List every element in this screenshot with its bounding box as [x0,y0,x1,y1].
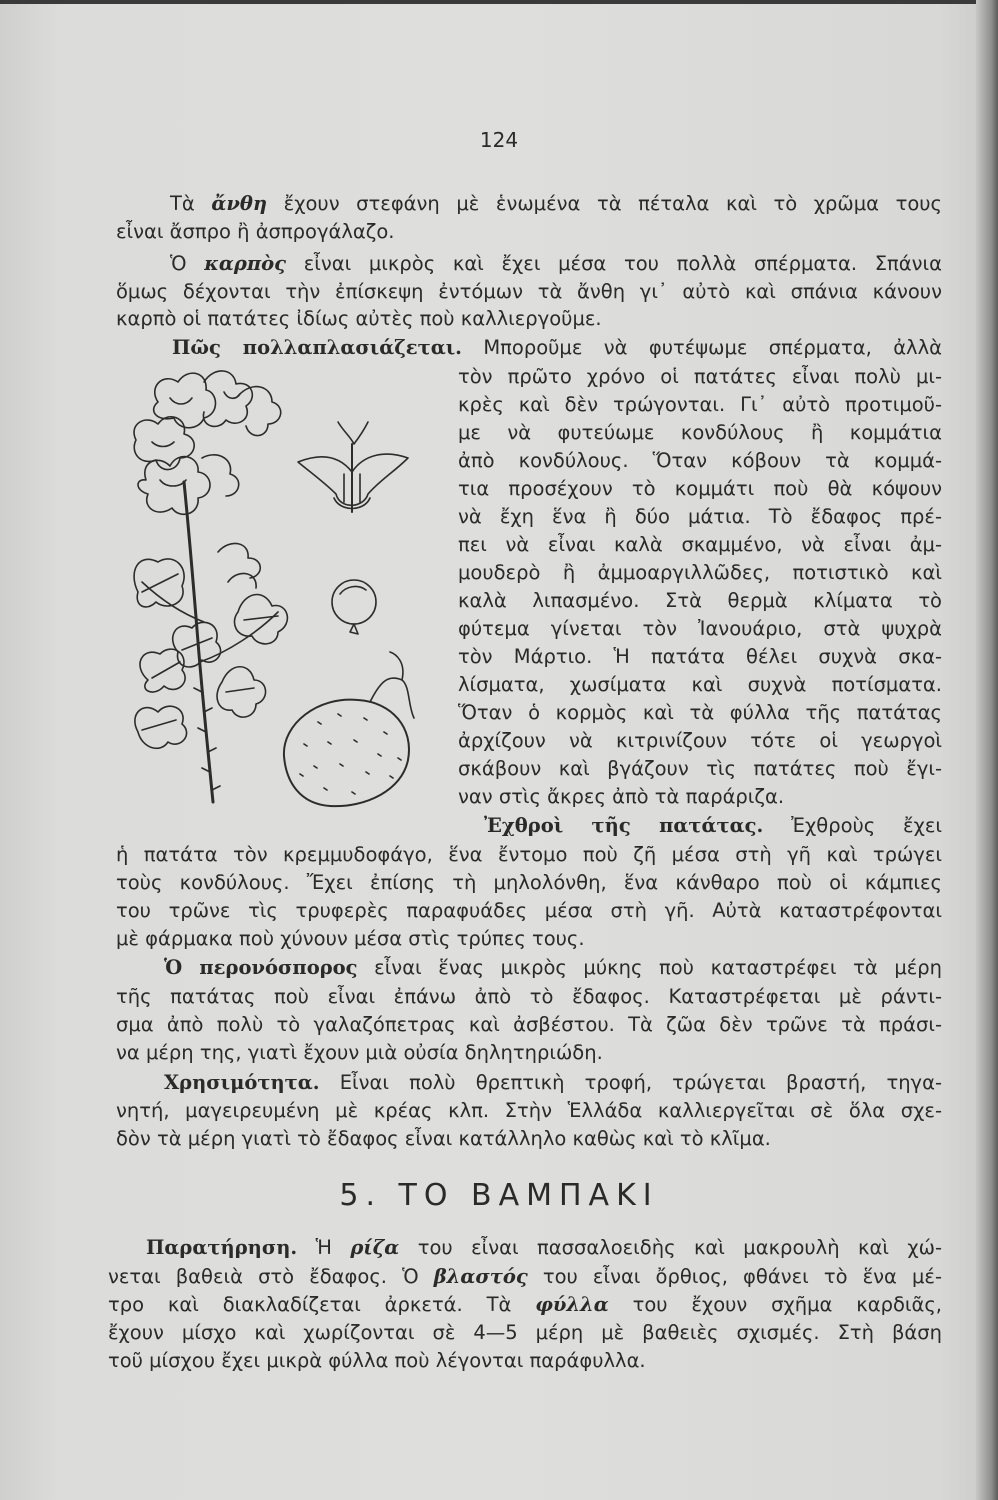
paragraph-line: ἡ πατάτα τὸν κρεμμυδοφάγο, ἕνα ἔντομο ποὺ ζῆ μέσα στὴ γῆ καὶ τρώγει [116,843,942,866]
paragraph-line: λίσματα, χωσίματα καὶ συχνὰ ποτίσματα. [458,673,942,696]
paragraph-line: σμα ἀπὸ πολὺ τὸ γαλαζόπετρας καὶ ἀσβέστου. Τὰ ζῶα δὲν τρῶνε τὰ πράσι- [116,1013,942,1036]
paragraph-line: Ὁ καρπὸς εἶναι μικρὸς καὶ ἔχει μέσα του πολλὰ σπέρματα. Σπάνια [170,252,942,275]
paragraph-line: τια προσέχουν τὸ κομμάτι ποὺ θὰ κόψουν [458,477,942,500]
top-edge [0,0,998,4]
paragraph-line: Πῶς πολλαπλασιάζεται. Μποροῦμε νὰ φυτέψωμε σπέρματα, ἀλλὰ [172,336,942,359]
paragraph-line: ναν στὶς ἄκρες ἀπὸ τὰ παράριζα. [458,785,785,808]
paragraph-line: εἶναι ἄσπρο ἢ ἀσπρογάλαζο. [116,220,395,243]
paragraph-line: δὸν τὰ μέρη γιατὶ τὸ ἔδαφος εἶναι κατάλληλο καθὼς καὶ τὸ κλῖμα. [116,1127,771,1150]
section-heading: Πῶς πολλαπλασιάζεται. [172,336,462,359]
section-heading: Ὁ περονόσπορος [164,956,358,979]
paragraph-line: Χρησιμότητα. Εἶναι πολὺ θρεπτικὴ τροφή, τρώγεται βραστή, τηγα- [164,1071,942,1094]
paragraph-line: τοὺς κονδύλους. Ἔχει ἐπίσης τὴ μηλολόνθη, ἕνα κάνθαρο ποὺ οἱ κάμπιες [116,871,942,894]
paragraph-line: μουδερὸ ἢ ἀμμοαργιλλῶδες, ποτιστικὸ καὶ [458,561,942,584]
paragraph-line: του τρῶνε τὶς τρυφερὲς παραφυάδες μέσα στὴ γῆ. Αὐτὰ καταστρέφονται [116,899,942,922]
page-number: 124 [479,128,519,152]
section-heading: Ἐχθροὶ τῆς πατάτας. [484,814,764,837]
paragraph-line: να μέρη της, γιατὶ ἔχουν μιὰ οὐσία δηλητηριώδη. [116,1041,603,1064]
paragraph-line: ἔχουν μίσχο καὶ χωρίζονται σὲ 4—5 μέρη μὲ βαθειὲς σχισμές. Στὴ βάση [108,1321,942,1344]
paragraph-line: Ὁ περονόσπορος εἶναι ἕνας μικρὸς μύκης ποὺ καταστρέφει τὰ μέρη [164,956,943,979]
paragraph-line: ἀρχίζουν νὰ κιτρινίζουν τότε οἱ γεωργοὶ [458,729,942,752]
paragraph-line: Ἐχθροὶ τῆς πατάτας. Ἐχθροὺς ἔχει [484,814,943,837]
paragraph-line: τρο καὶ διακλαδίζεται ἀρκετά. Τὰ φύλλα του ἔχουν σχῆμα καρδιᾶς, [108,1293,942,1316]
paragraph-line: ὅμως δέχονται τὴν ἐπίσκεψη ἐντόμων τὰ ἄνθη γι᾽ αὐτὸ καὶ σπάνια κάνουν [116,280,942,303]
paragraph-line: Ὅταν ὁ κορμὸς καὶ τὰ φύλλα τῆς πατάτας [458,701,942,724]
paragraph-line: καλὰ λιπασμένο. Στὰ θερμὰ κλίματα τὸ [458,589,942,612]
paragraph-line: νητή, μαγειρευμένη μὲ κρέας κλπ. Στὴν Ἑλλάδα καλλιεργεῖται σὲ ὅλα σχε- [116,1099,942,1122]
paragraph-line: τοῦ μίσχου ἔχει μικρὰ φύλλα ποὺ λέγονται παράφυλλα. [108,1349,646,1372]
paragraph-line: Παρατήρηση. Ἡ ρίζα του εἶναι πασσαλοειδὴς καὶ μακρουλὴ καὶ χώ- [146,1236,942,1259]
paragraph-line: ἀπὸ κονδύλους. Ὅταν κόβουν τὰ κομμά- [458,449,942,472]
section-heading: Χρησιμότητα. [164,1071,320,1094]
potato-plant-illustration [118,362,440,814]
paragraph-line: τῆς πατάτας ποὺ εἶναι ἐπάνω ἀπὸ τὸ ἔδαφος. Καταστρέφεται μὲ ράντι- [116,985,942,1008]
paragraph-line: μὲ φάρμακα ποὺ χύνουν μέσα στὶς τρύπες τους. [116,927,585,950]
paragraph-line: κρὲς καὶ δὲν τρώγονται. Γι᾽ αὐτὸ προτιμοῦ- [458,393,942,416]
paragraph-line: νεται βαθειὰ στὸ ἔδαφος. Ὁ βλαστός του εἶναι ὄρθιος, φθάνει τὸ ἕνα μέ- [108,1265,942,1288]
paragraph-line: νὰ ἔχη ἕνα ἢ δύο μάτια. Τὸ ἔδαφος πρέ- [458,505,942,528]
chapter-title: 5. ΤΟ ΒΑΜΠΑΚΙ [339,1178,659,1213]
paragraph-line: τὸν Μάρτιο. Ἡ πατάτα θέλει συχνὰ σκα- [458,645,942,668]
paragraph-line: τὸν πρῶτο χρόνο οἱ πατάτες εἶναι πολὺ μι- [458,365,942,388]
paragraph-line: Τὰ ἄνθη ἔχουν στεφάνη μὲ ἑνωμένα τὰ πέταλα καὶ τὸ χρῶμα τους [170,192,942,215]
section-heading: Παρατήρηση. [146,1236,298,1259]
paragraph-line: καρπὸ οἱ πατάτες ἰδίως αὐτὲς ποὺ καλλιεργοῦμε. [116,307,602,330]
page-edge-shadow [976,0,998,1500]
paragraph-line: πει νὰ εἶναι καλὰ σκαμμένο, νὰ εἶναι ἀμ- [458,533,942,556]
paragraph-line: φύτεμα γίνεται τὸν Ἰανουάριο, στὰ ψυχρὰ [458,617,942,640]
paragraph-line: σκάβουν καὶ βγάζουν τὶς πατάτες ποὺ ἔγι- [458,757,942,780]
paragraph-line: με νὰ φυτεύωμε κονδύλους ἢ κομμάτια [458,421,942,444]
